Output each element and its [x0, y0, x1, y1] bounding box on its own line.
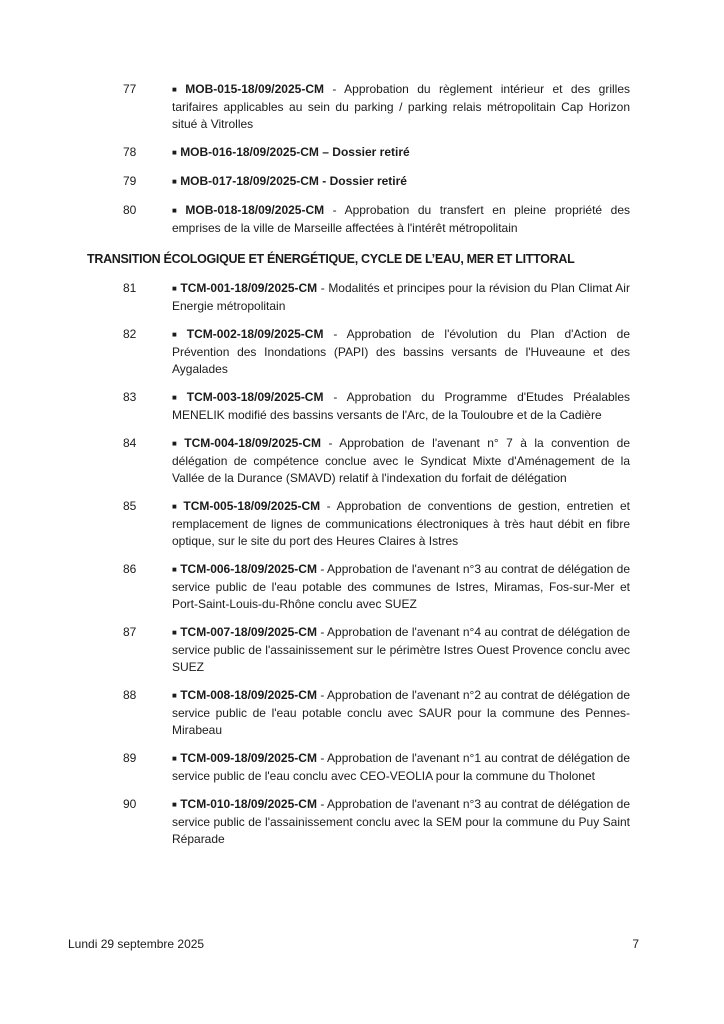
agenda-item	[123, 750, 724, 785]
square-bullet-icon: ■	[172, 628, 177, 637]
square-bullet-icon: ■	[172, 565, 177, 574]
item-number: 84	[123, 436, 137, 450]
item-separator: -	[333, 327, 338, 341]
item-description: Approbation de l'avenant n° 7 à la convention de délégation de compétence conclue avec le Syndicat Mixte d'Aménagement de la Vallée de la Durance (SMAVD) relatif à l'indexation du forfait de délégation	[172, 436, 630, 485]
item-description: Approbation de conventions de gestion, entretien et remplacement de lignes de communications électroniques à très haut débit en fibre optique, sur le site du port des Heures Claires à Istres	[172, 499, 630, 548]
square-bullet-icon: ■	[172, 691, 177, 700]
agenda-item	[123, 687, 724, 739]
item-separator: -	[328, 436, 333, 450]
square-bullet-icon: ■	[172, 177, 177, 186]
agenda-item	[123, 202, 724, 237]
item-text	[172, 144, 630, 162]
square-bullet-icon: ■	[172, 393, 177, 402]
item-separator: -	[320, 797, 325, 811]
item-code: TCM-007-18/09/2025-CM	[180, 625, 317, 639]
item-description: Approbation de l'avenant n°3 au contrat de délégation de service public de l'assainissement conclu avec la SEM pour la commune du Puy Saint Réparade	[172, 797, 630, 846]
item-number: 81	[123, 281, 137, 295]
item-separator: -	[320, 281, 325, 295]
item-description: Approbation de l'évolution du Plan d'Action de Prévention des Inondations (PAPI) des bassins versants de l'Huveaune et des Aygalades	[172, 327, 630, 376]
item-description: Approbation de l'avenant n°2 au contrat de délégation de service public de l'eau potable conclu avec SAUR pour la commune des Pennes-Mirabeau	[172, 688, 630, 737]
item-separator: -	[320, 688, 325, 702]
item-text	[172, 326, 630, 378]
item-separator: -	[320, 751, 325, 765]
item-code: TCM-010-18/09/2025-CM	[180, 797, 317, 811]
item-separator: -	[333, 390, 338, 404]
item-code: TCM-004-18/09/2025-CM	[184, 436, 322, 450]
agenda-item	[123, 81, 724, 133]
square-bullet-icon: ■	[172, 284, 177, 293]
item-separator: –	[322, 145, 329, 159]
item-code: TCM-009-18/09/2025-CM	[180, 751, 317, 765]
item-text	[172, 435, 630, 487]
item-code: MOB-015-18/09/2025-CM	[185, 82, 324, 96]
item-number: 89	[123, 751, 137, 765]
item-number: 82	[123, 327, 137, 341]
item-code: TCM-006-18/09/2025-CM	[180, 562, 317, 576]
item-code: TCM-005-18/09/2025-CM	[183, 499, 321, 513]
item-text	[172, 173, 630, 191]
item-text	[172, 561, 630, 613]
square-bullet-icon: ■	[172, 330, 177, 339]
item-code: TCM-008-18/09/2025-CM	[180, 688, 317, 702]
item-description: Approbation du Programme d'Etudes Préalables MENELIK modifié des bassins versants de l'Arc, de la Touloubre et de la Cadière	[172, 390, 631, 422]
item-code: TCM-003-18/09/2025-CM	[186, 390, 324, 404]
square-bullet-icon: ■	[172, 148, 177, 157]
agenda-item	[123, 280, 724, 315]
item-text	[172, 389, 630, 424]
footer-date: Lundi 29 septembre 2025	[68, 937, 205, 951]
item-number: 90	[123, 797, 137, 811]
item-description: Approbation de l'avenant n°1 au contrat de délégation de service public de l'eau conclu avec CEO-VEOLIA pour la commune du Tholonet	[172, 751, 630, 783]
square-bullet-icon: ■	[172, 800, 177, 809]
square-bullet-icon: ■	[172, 439, 177, 448]
item-text	[172, 280, 630, 315]
item-description: Modalités et principes pour la révision du Plan Climat Air Energie métropolitain	[172, 281, 630, 313]
item-separator: -	[332, 203, 337, 217]
square-bullet-icon: ■	[172, 754, 177, 763]
section-heading: TRANSITION ÉCOLOGIQUE ET ÉNERGÉTIQUE, CYCLE DE L’EAU, MER ET LITTORAL	[87, 252, 575, 266]
footer-page-number: 7	[632, 937, 639, 951]
item-description: Approbation du transfert en pleine propriété des emprises de la ville de Marseille affectées à l'intérêt métropolitain	[172, 203, 630, 235]
item-separator: -	[326, 499, 331, 513]
item-text	[172, 796, 630, 848]
item-number: 86	[123, 562, 137, 576]
item-description: Dossier retiré	[329, 174, 407, 188]
item-number: 79	[123, 174, 137, 188]
item-number: 85	[123, 499, 137, 513]
item-code: MOB-018-18/09/2025-CM	[185, 203, 325, 217]
item-description: Approbation du règlement intérieur et des grilles tarifaires applicables au sein du parking / parking relais métropolitain Cap Horizon situé à Vitrolles	[172, 82, 631, 131]
item-number: 83	[123, 390, 137, 404]
item-separator: -	[332, 82, 337, 96]
agenda-item	[123, 796, 724, 848]
square-bullet-icon: ■	[172, 206, 177, 215]
item-number: 88	[123, 688, 137, 702]
item-separator: -	[320, 625, 325, 639]
item-code: TCM-001-18/09/2025-CM	[180, 281, 318, 295]
agenda-item	[123, 498, 724, 550]
agenda-item	[123, 173, 724, 191]
agenda-item	[123, 389, 724, 424]
item-code: MOB-016-18/09/2025-CM	[180, 145, 319, 159]
agenda-item	[123, 326, 724, 378]
item-text	[172, 81, 630, 133]
item-number: 87	[123, 625, 137, 639]
item-number: 80	[123, 203, 137, 217]
item-code: MOB-017-18/09/2025-CM	[180, 174, 319, 188]
item-description: Dossier retiré	[332, 145, 410, 159]
page-footer	[0, 936, 724, 953]
agenda-item	[123, 435, 724, 487]
agenda-item	[123, 624, 724, 676]
item-text	[172, 498, 630, 550]
square-bullet-icon: ■	[172, 502, 177, 511]
item-text	[172, 687, 630, 739]
item-text	[172, 202, 630, 237]
item-separator: -	[320, 562, 325, 576]
item-text	[172, 750, 630, 785]
square-bullet-icon: ■	[172, 85, 177, 94]
agenda-item	[123, 144, 724, 162]
item-text	[172, 624, 630, 676]
item-number: 78	[123, 145, 137, 159]
item-separator: -	[322, 174, 327, 188]
item-number: 77	[123, 82, 137, 96]
item-description: Approbation de l'avenant n°3 au contrat de délégation de service public de l'eau potable des communes de Istres, Miramas, Fos-sur-Mer et Port-Saint-Louis-du-Rhône conclu avec SUEZ	[172, 562, 630, 611]
item-description: Approbation de l'avenant n°4 au contrat de délégation de service public de l'assainissement sur le périmètre Istres Ouest Provence conclu avec SUEZ	[172, 625, 630, 674]
agenda-item	[123, 561, 724, 613]
item-code: TCM-002-18/09/2025-CM	[186, 327, 324, 341]
agenda-list	[0, 81, 724, 859]
